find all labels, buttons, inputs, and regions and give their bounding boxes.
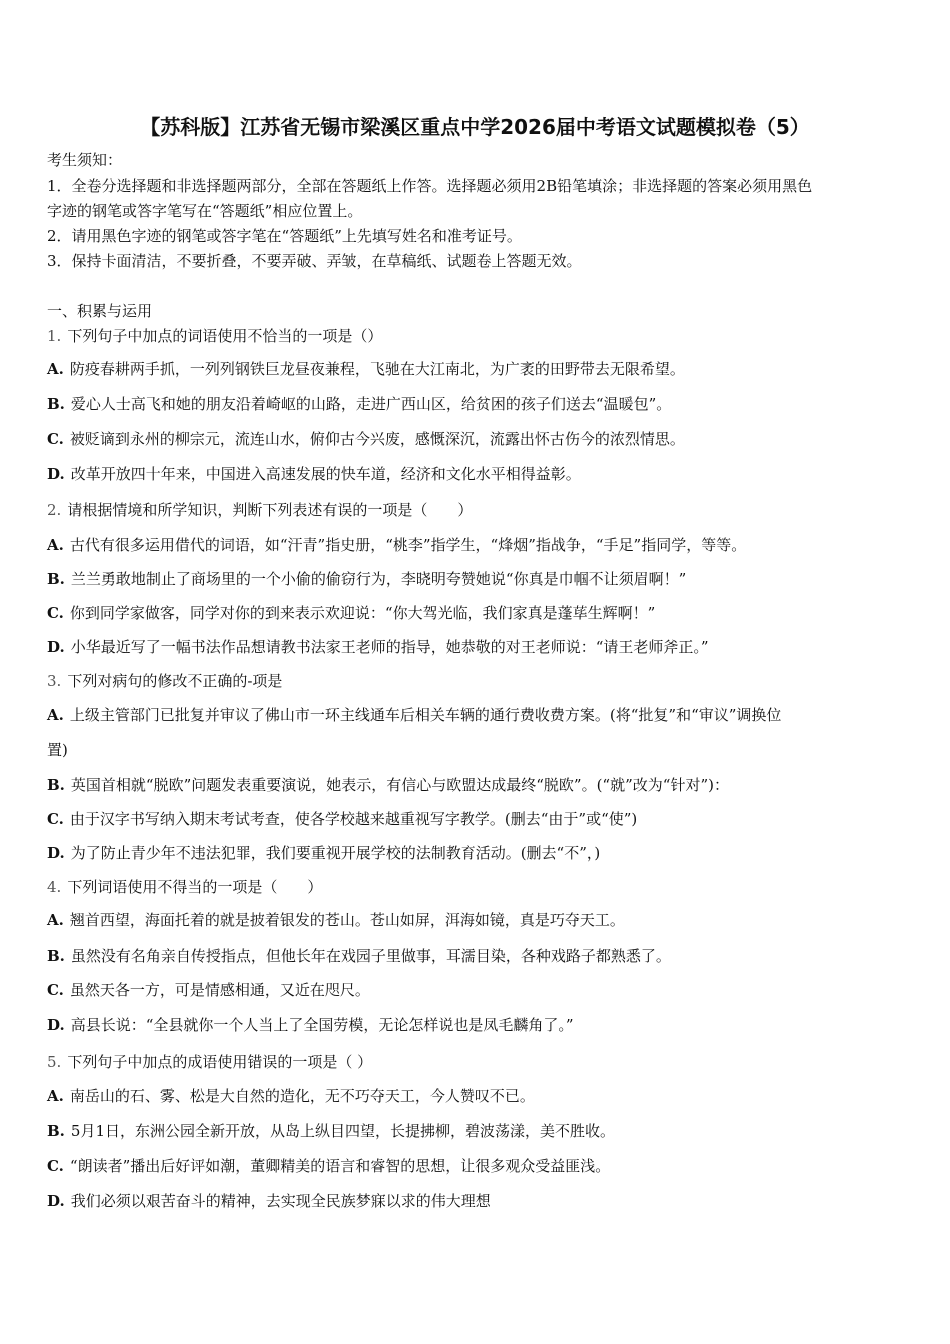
option-text: 防疫春耕两手抓，一列列钢铁巨龙昼夜兼程，飞驰在大江南北，为广袤的田野带去无限希望。 bbox=[69, 360, 685, 378]
question-stem: 下列词语使用不得当的一项是（ ） bbox=[67, 878, 323, 896]
option bbox=[47, 1086, 535, 1106]
document-title: 【苏科版】江苏省无锡市梁溪区重点中学2026届中考语文试题模拟卷（5） bbox=[140, 115, 810, 139]
question-stem: 下列句子中加点的词语使用不恰当的一项是（） bbox=[67, 327, 383, 345]
option-label: C. bbox=[47, 430, 64, 448]
option bbox=[47, 1191, 491, 1211]
option bbox=[47, 1121, 615, 1141]
option-label: D. bbox=[47, 844, 65, 862]
section-heading: 一、积累与运用 bbox=[47, 302, 153, 320]
option-label: B. bbox=[47, 570, 65, 588]
option-text: 爱心人士高飞和她的朋友沿着崎岖的山路，走进广西山区，给贫困的孩子们送去“温暖包”。 bbox=[70, 395, 672, 413]
option-label: A. bbox=[47, 536, 64, 554]
question-number: 4. bbox=[47, 878, 62, 896]
question-number: 5. bbox=[47, 1053, 62, 1071]
question-4 bbox=[47, 877, 322, 897]
question-2 bbox=[47, 500, 472, 520]
question-stem: 下列对病句的修改不正确的-项是 bbox=[67, 672, 283, 690]
option-label: C. bbox=[47, 810, 64, 828]
option-text: “朗读者”播出后好评如潮，董卿精美的语言和睿智的思想，让很多观众受益匪浅。 bbox=[69, 1157, 611, 1175]
option-text: 小华最近写了一幅书法作品想请教书法家王老师的指导，她恭敬的对王老师说：“请王老师斧正。” bbox=[70, 638, 709, 656]
option-text: 虽然天各一方，可是情感相通，又近在咫尺。 bbox=[69, 981, 370, 999]
option-text: 你到同学家做客，同学对你的到来表示欢迎说：“你大驾光临，我们家真是蓬荜生辉啊！” bbox=[69, 604, 656, 622]
option bbox=[47, 569, 686, 589]
option bbox=[47, 603, 655, 623]
option-label: C. bbox=[47, 1157, 64, 1175]
option bbox=[47, 394, 671, 414]
option bbox=[47, 843, 600, 863]
option bbox=[47, 705, 781, 725]
option-label: D. bbox=[47, 1016, 65, 1034]
option-text: 高县长说：“全县就你一个人当上了全国劳模，无论怎样说也是凤毛麟角了。” bbox=[70, 1016, 574, 1034]
option bbox=[47, 535, 746, 555]
option-label: C. bbox=[47, 604, 64, 622]
question-number: 2. bbox=[47, 501, 62, 519]
option-text: 英国首相就“脱欧”问题发表重要演说，她表示，有信心与欧盟达成最终“脱欧”。(“就”改为“针对”)： bbox=[70, 776, 729, 794]
option-text: 虽然没有名角亲自传授指点，但他长年在戏园子里做事，耳濡目染，各种戏路子都熟悉了。 bbox=[70, 947, 671, 965]
notice-item: 1．全卷分选择题和非选择题两部分，全部在答题纸上作答。选择题必须用2B铅笔填涂；非选择题的答案必须用黑色 bbox=[47, 177, 813, 195]
option-label: D. bbox=[47, 465, 65, 483]
option bbox=[47, 980, 370, 1000]
option-text: 古代有很多运用借代的词语，如“汗青”指史册，“桃李”指学生，“烽烟”指战争，“手足”指同学，等等。 bbox=[69, 536, 747, 554]
question-1 bbox=[47, 326, 382, 346]
option bbox=[47, 809, 637, 829]
option-text: 上级主管部门已批复并审议了佛山市一环主线通车后相关车辆的通行费收费方案。(将“批复”和“审议”调换位 bbox=[69, 706, 782, 724]
option-text: 翘首西望，海面托着的就是披着银发的苍山。苍山如屏，洱海如镜，真是巧夺天工。 bbox=[69, 911, 625, 929]
question-3 bbox=[47, 671, 282, 691]
option-label: B. bbox=[47, 395, 65, 413]
question-stem: 请根据情境和所学知识，判断下列表述有误的一项是（ ） bbox=[67, 501, 473, 519]
option bbox=[47, 1015, 574, 1035]
option-label: D. bbox=[47, 638, 65, 656]
notice-item: 2．请用黑色字迹的钢笔或答字笔在“答题纸”上先填写姓名和准考证号。 bbox=[47, 227, 522, 245]
option-label: A. bbox=[47, 706, 64, 724]
notice-item: 字迹的钢笔或答字笔写在“答题纸”相应位置上。 bbox=[47, 202, 363, 220]
option bbox=[47, 910, 625, 930]
option bbox=[47, 429, 685, 449]
question-stem: 下列句子中加点的成语使用错误的一项是（ ） bbox=[67, 1053, 373, 1071]
option-label: C. bbox=[47, 981, 64, 999]
option-label: B. bbox=[47, 776, 65, 794]
option-label: A. bbox=[47, 1087, 64, 1105]
option bbox=[47, 775, 729, 795]
notice-heading: 考生须知： bbox=[47, 151, 123, 169]
option-label: B. bbox=[47, 947, 65, 965]
option-text: 为了防止青少年不违法犯罪，我们要重视开展学校的法制教育活动。(删去“不”，) bbox=[70, 844, 601, 862]
option-label: A. bbox=[47, 911, 64, 929]
question-number: 1. bbox=[47, 327, 62, 345]
option bbox=[47, 637, 709, 657]
option-text: 南岳山的石、雾、松是大自然的造化，无不巧夺天工，今人赞叹不已。 bbox=[69, 1087, 535, 1105]
option bbox=[47, 1156, 610, 1176]
option-label: B. bbox=[47, 1122, 65, 1140]
notice-item: 3．保持卡面清洁，不要折叠，不要弄破、弄皱，在草稿纸、试题卷上答题无效。 bbox=[47, 252, 582, 270]
option-text: 我们必须以艰苦奋斗的精神，去实现全民族梦寐以求的伟大理想 bbox=[70, 1192, 491, 1210]
option-continuation: 置) bbox=[47, 741, 68, 759]
option-label: A. bbox=[47, 360, 64, 378]
question-number: 3. bbox=[47, 672, 62, 690]
option-text: 兰兰勇敢地制止了商场里的一个小偷的偷窃行为，李晓明夸赞她说“你真是巾帼不让须眉啊！” bbox=[70, 570, 687, 588]
option bbox=[47, 464, 581, 484]
option bbox=[47, 946, 671, 966]
option-text: 由于汉字书写纳入期末考试考查，使各学校越来越重视写字教学。(删去“由于”或“使”) bbox=[69, 810, 638, 828]
option-text: 被贬谪到永州的柳宗元，流连山水，俯仰古今兴废，感慨深沉，流露出怀古伤今的浓烈情思。 bbox=[69, 430, 685, 448]
question-5 bbox=[47, 1052, 372, 1072]
option-label: D. bbox=[47, 1192, 65, 1210]
option-text: 5月1日，东洲公园全新开放，从岛上纵目四望，长提拂柳，碧波荡漾，美不胜收。 bbox=[70, 1122, 615, 1140]
option-text: 改革开放四十年来，中国进入高速发展的快车道，经济和文化水平相得益彰。 bbox=[70, 465, 581, 483]
option bbox=[47, 359, 685, 379]
